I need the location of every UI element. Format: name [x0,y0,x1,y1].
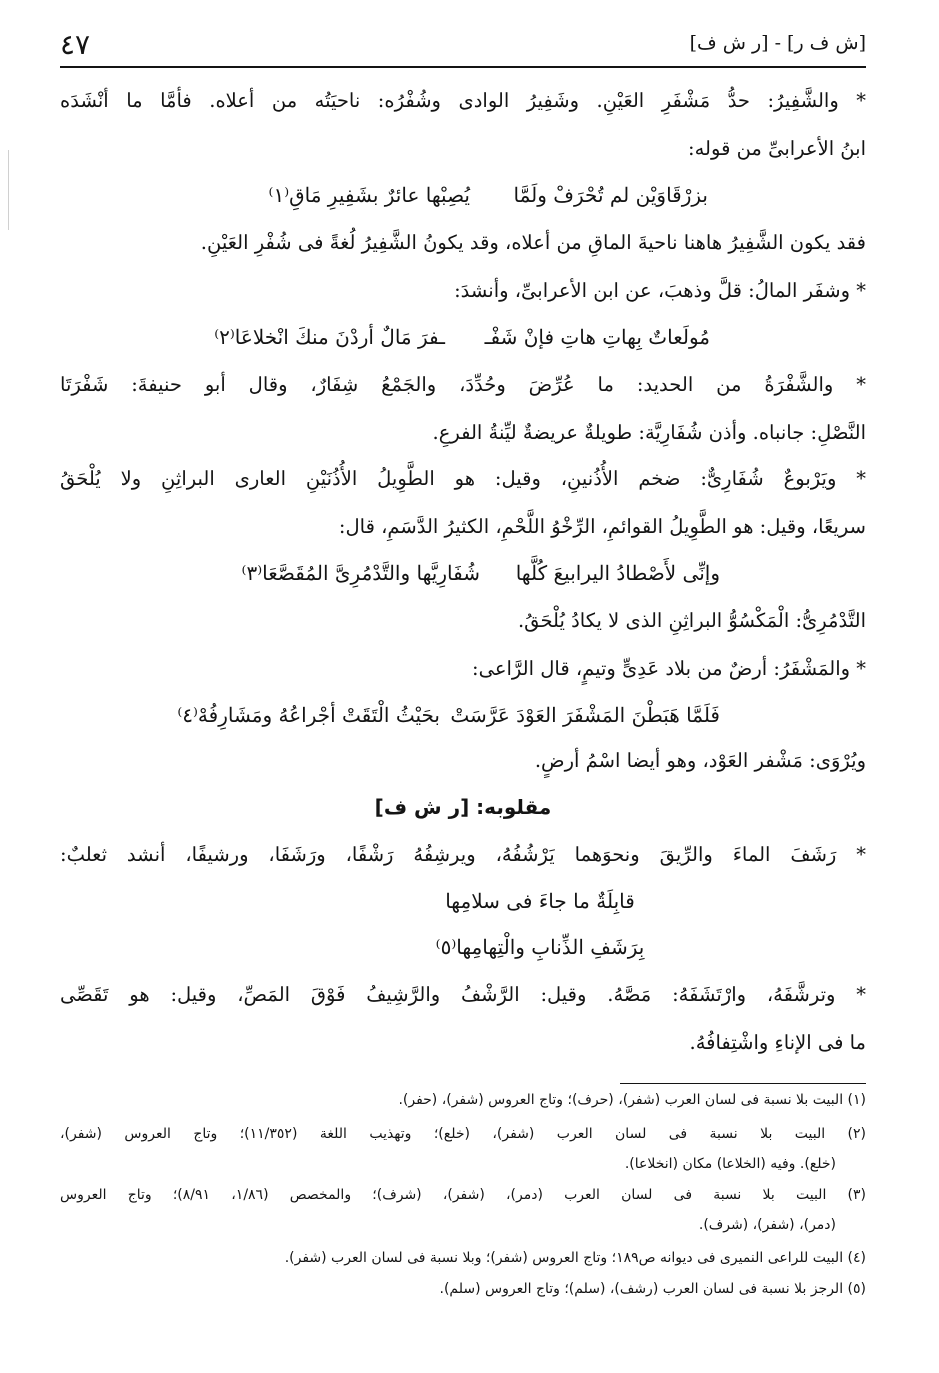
text-line: * والشَّفْرَةُ من الحديد: ما عُرِّضَ وحُدِّدَ، والجَمْعُ شِفَارٌ، وقال أبو حنيفةَ: شَفْرَتَا [60,373,866,396]
text-line: * وشفَر المالُ: قلَّ وذهبَ، عن ابن الأعرابىِّ، وأنشدَ: [454,279,866,302]
verse-second-hemistich: يُصِبْها عائرٌ بشَفِيرِ مَاقِ⁽١⁾ [268,183,470,207]
verse-second-hemistich: شُفَارِيَّها والتَّدْمُرِىَّ المُقَصَّعَا⁽٣⁾ [241,561,480,585]
text-line: ويُرْوَى: مَشْفر العَوْد، وهو أيضا اسْمُ أرضٍ. [534,749,866,772]
verse-first-hemistich: مُولَعاتٌ بِهاتِ هاتِ فإنْ شَفْـ [484,325,710,349]
verse-line: بِرَشَفِ الذِّنابِ والْتِهامِها⁽٥⁾ [435,935,645,959]
footnote: (١) البيت بلا نسبة فى لسان العرب (شفر)، (حرف)؛ وتاج العروس (شفر)، (حفر). [398,1092,866,1108]
text-line: ما فى الإناءِ واشْتِفافُهُ. [689,1031,866,1054]
verse-first-hemistich: وإنِّى لأَصْطادُ اليرابيعَ كُلَّها [515,561,720,585]
footnote: (٢) البيت بلا نسبة فى لسان العرب (شفر)، (خلع)؛ وتهذيب اللغة (١١/٣٥٢)؛ وتاج العروس (شفر)، [60,1126,866,1142]
text-line: * وترشَّفَهُ، وارْتَشَفَهُ: مَصَّهُ. وقيل: الرَّشْفُ والرَّشِيفُ فَوْقَ المَصِّ، وقيل: هو تَقَصِّى [60,983,866,1006]
text-line: النَّصْلِ: جانباه. وأذن شُفَارِيَّة: طويلةٌ عريضةٌ ليِّنةُ الفرعِ. [432,421,866,444]
text-line: * ويَرْبوعٌ شُفَارِىٌّ: ضخم الأُذُنينِ، وقيل: هو الطَّوِيلُ الأُذُنَيْنِ العارى البراثِنِ ولا يُلْحَقُ [60,467,866,490]
scan-edge-mark [8,150,9,230]
verse-second-hemistich: ـفرَ مَالٌ أردْنَ منكَ انْخلاعَا⁽٢⁾ [214,325,445,349]
text-line: ابنُ الأعرابىِّ من قوله: [688,137,866,160]
text-line: * والشَّفِيرُ: حدُّ مَشْفَرِ العَيْنِ. وشَفِيرُ الوادى وشُفْرُه: ناحيَتُه من أعلاه. فأمَّا ما أنْشَدَه [60,89,866,112]
verse-first-hemistich: بزرْقَاوَيْن لم تُحْرَفْ ولَمَّا [513,183,708,207]
text-line: فقد يكون الشَّفِيرُ هاهنا ناحيةَ الماقِ من أعلاه، وقد يكونُ الشَّفِيرُ لُغةً فى شُفْرِ العَيْنِ. [200,231,866,254]
running-title: [ش ف ر] - [ر ش ف] [689,32,866,54]
text-line: التَّدْمُرِىُّ: الْمَكْسُوُّ البراثِنِ الذى لا يكادُ يُلْحَقُ. [517,609,866,632]
page-header [60,28,866,64]
footnote-continuation: (خلع). وفيه (الخلاعا) مكان (انخلاعا). [624,1156,836,1172]
footnote: (٤) البيت للراعى النميرى فى ديوانه ص١٨٩؛ وتاج العروس (شفر)؛ وبلا نسبة فى لسان العرب (شفر). [284,1250,866,1266]
header-rule [60,66,866,68]
section-heading: مقلوبه: [ر ش ف] [374,795,552,819]
verse-first-hemistich: فَلَمَّا هَبَطْنَ المَشْفَرَ العَوْدَ عَرَّسَتْ [450,703,720,727]
footnote-separator [620,1083,866,1084]
text-line: * رَشَفَ الماءَ والرِّيقَ ونحوَهما يَرْشُفُهُ، ويرشِفُهُ رَشْفًا، ورَشَفَا، ورشيفًا، أنشد ثعلبٌ: [60,843,866,866]
footnote: (٥) الرجز بلا نسبة فى لسان العرب (رشف)، (سلم)؛ وتاج العروس (سلم). [439,1281,866,1297]
footnote: (٣) البيت بلا نسبة فى لسان العرب (دمر)، (شفر)، (شرف)؛ والمخصص (١/٨٦، ٨/٩١)؛ وتاج العروس [60,1187,867,1203]
text-line: * والمَشْفَرُ: أرضٌ من بلاد عَدِىٍّ وتيمٍ، قال الرَّاعى: [472,657,866,680]
verse-line: قابِلَةٌ ما جاءَ فى سلامِها [445,889,635,913]
verse-second-hemistich: بحَيْثُ الْتَقَتْ أجْراعُهُ ومَشَارِفُهْ⁽٤⁾ [177,703,440,727]
footnote-continuation: (دمر)، (شفر)، (شرف). [698,1217,836,1233]
text-line: سريعًا، وقيل: هو الطَّوِيلُ القوائمِ، الرِّخْوُ اللَّحْمِ، الكثيرُ الدَّسَمِ، قال: [338,515,866,538]
page-number: ٤٧ [60,28,91,61]
